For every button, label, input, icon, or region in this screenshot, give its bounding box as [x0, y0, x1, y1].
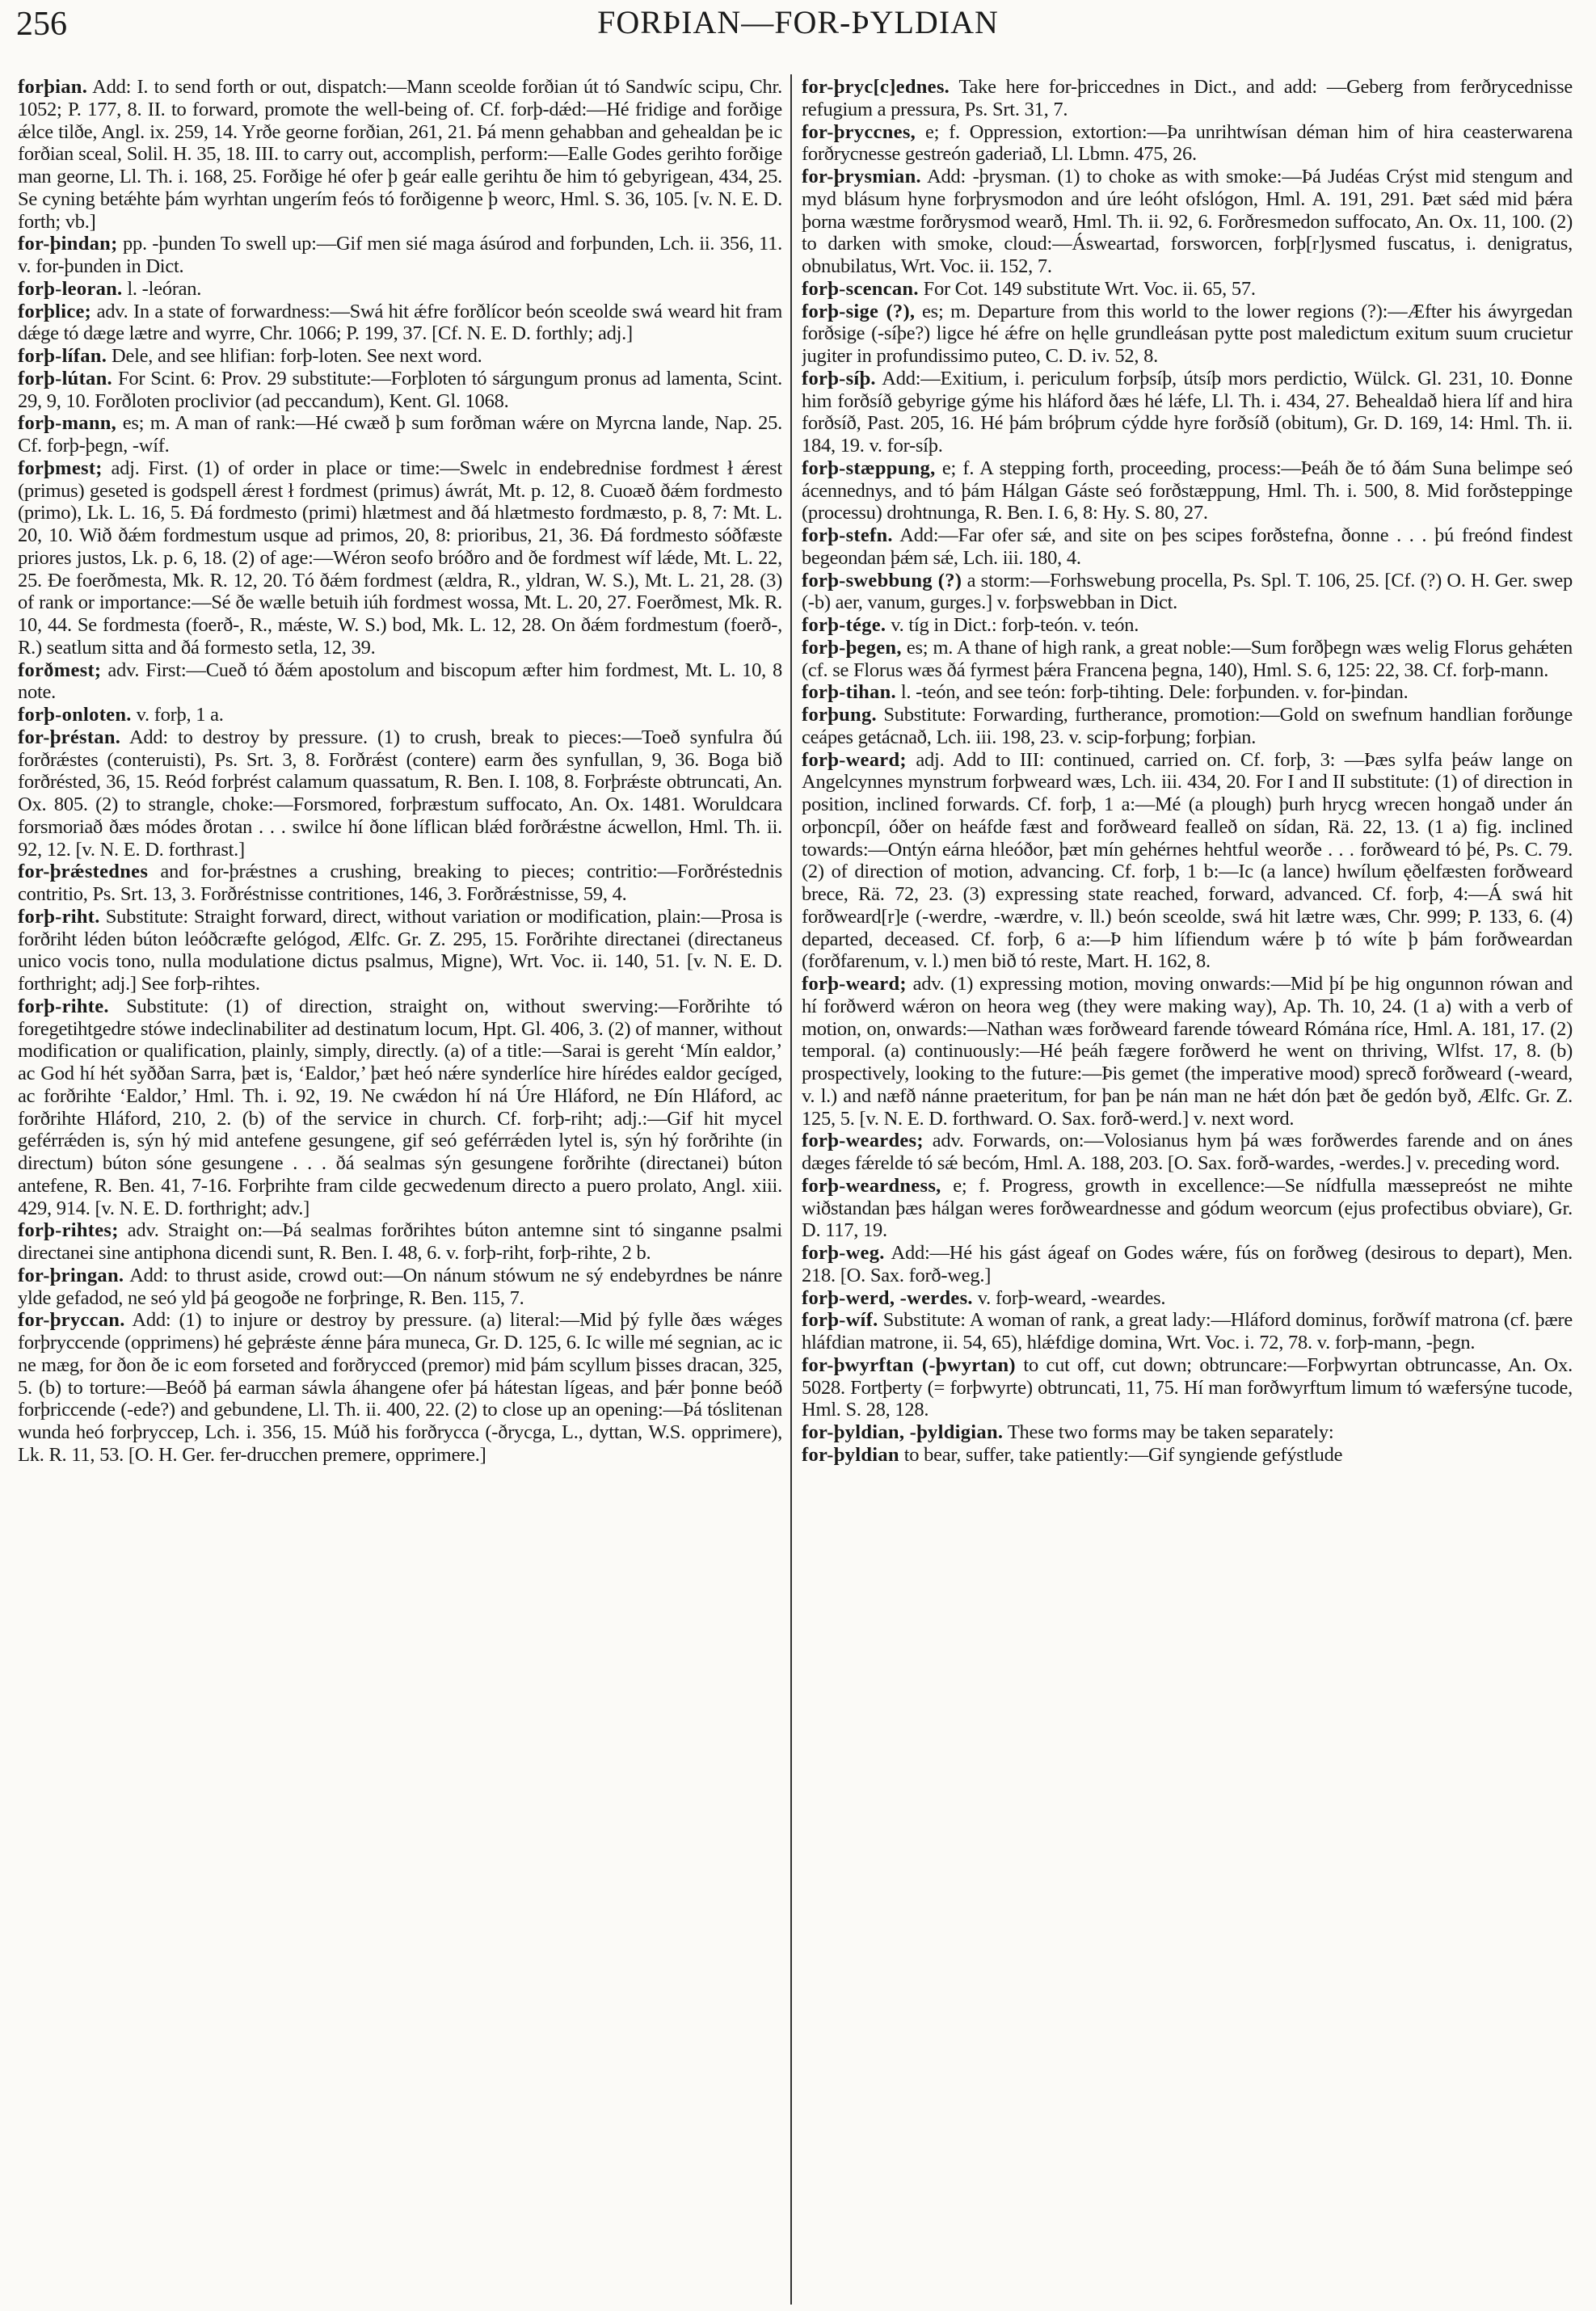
- entry-definition: v. forþ-weard, -weardes.: [972, 1286, 1166, 1309]
- entry-headword: forþ-weardness,: [802, 1174, 941, 1197]
- dictionary-entry: [802, 570, 1573, 615]
- dictionary-entry: [18, 368, 782, 413]
- entry-headword: forþ-stæppung,: [802, 457, 936, 479]
- right-column: [802, 76, 1573, 2306]
- dictionary-entry: [802, 1421, 1573, 1444]
- entry-headword: forþ-leoran.: [18, 277, 123, 300]
- dictionary-entry: [802, 301, 1573, 368]
- entry-definition: e; f. Oppression, extortion:—Þa unrihtwísan déman him of hira ceasterwarena forðrycnesse gestreón gaderiað, Ll. Lbmn. 475, 26.: [802, 120, 1573, 166]
- entry-headword: forþ-lútan.: [18, 367, 112, 389]
- entry-headword: forþ-mann,: [18, 412, 117, 435]
- entry-headword: forþ-þegen,: [802, 636, 902, 659]
- entry-headword: forþ-rihte.: [18, 995, 109, 1017]
- entry-headword: forþ-wíf.: [802, 1309, 878, 1332]
- dictionary-entry: [802, 1287, 1573, 1310]
- entry-definition: For Cot. 149 substitute Wrt. Voc. ii. 65, 57.: [918, 277, 1256, 300]
- entry-definition: These two forms may be taken separately:: [1003, 1421, 1334, 1443]
- dictionary-entry: [802, 749, 1573, 974]
- entry-definition: adj. First. (1) of order in place or time:—Swelc in endebrednise fordmest ł ǽrest (primus) geseted is godspell ǽrest ł fordmest (primus) áwrát, Mt. p. 12, 8. Cuoæð ðǽm fordmesto (primo), Lk. L. 16, 5. Ðá fordmesto (primi) hlætmest and ðá hlætmesto fordmæsto, p. 8, 7: Mt. L. 20, 10. Wið ðǽm fordmestum usque ad primos, 20, 8: prioribus, 21, 36. Ðá fordmesto sóðfæste priores justos, Lk. p. 6, 18. (2) of age:—Wéron seofo bróðro and ðe fordmest wíf lǽde, Mt. L. 22, 25. Ðe foerðmesta, Mk. R. 12, 20. Tó ðǽm fordmest (ældra, R., yldran, W. S.), Mt. L. 21, 28. (3) of rank or importance:—Sé ðe wælle betuih iúh fordmest wossa, Mt. L. 20, 27. Foerðmest, Mk. R. 10, 44. Se fordmesta (foerð-, R., mǽste, W. S.) bod, Mk. L. 12, 28. On ðǽm fordmestum (foerð-, R.) seatlum sitta and ðá formesto setla, 12, 39.: [18, 457, 782, 659]
- dictionary-entry: [802, 681, 1573, 704]
- entry-definition: l. -teón, and see teón: forþ-tihting. Dele: forþunden. v. for-þindan.: [895, 681, 1409, 704]
- entry-headword: forþ-síþ.: [802, 367, 876, 389]
- entry-headword: for-þrǽstednes: [18, 861, 149, 883]
- entry-definition: es; m. A man of rank:—Hé cwæð þ sum forðman wǽre on Myrcna lande, Nap. 25. Cf. forþ-þegn, -wíf.: [18, 412, 782, 457]
- entry-definition: Dele, and see hlifian: forþ-loten. See next word.: [107, 345, 482, 367]
- dictionary-entry: [802, 973, 1573, 1130]
- entry-headword: forþ-scencan.: [802, 277, 919, 300]
- dictionary-entry: [802, 457, 1573, 524]
- entry-definition: Add:—Exitium, i. periculum forþsíþ, útsíþ mors perdictio, Wülck. Gl. 231, 10. Ðonne him forðsíð gebyrige gýme his hláford ðæs hé lǽfe, Ll. Th. i. 434, 27. Behealdað hiera líf and hira forðsíð, Past. 205, 16. Hé þám bróþrum cýdde hyre forðsíð (obitum), Gr. D. 169, 14: Hml. Th. ii. 184, 19. v. for-síþ.: [802, 367, 1573, 457]
- entry-headword: forþung.: [802, 704, 877, 726]
- entry-headword: forþ-lífan.: [18, 345, 107, 367]
- entry-headword: forþ-werd, -werdes.: [802, 1286, 973, 1309]
- entry-definition: e; f. A stepping forth, proceeding, process:—Þeáh ðe tó ðám Suna belimpe seó ácennednys, and tó þám Hálgan Gáste seó forðstæppung, Hml. Th. i. 500, 8. Mid forðsteppinge (processu) drohtnunga, R. Ben. I. 6, 8: Hy. S. 80, 27.: [802, 457, 1573, 524]
- entry-headword: forþlice;: [18, 300, 92, 322]
- entry-headword: for-þréstan.: [18, 726, 121, 748]
- entry-headword: forþ-tége.: [802, 614, 886, 636]
- entry-headword: forþ-weardes;: [802, 1130, 924, 1152]
- entry-definition: Substitute: A woman of rank, a great lady:—Hláford dominus, forðwíf matrona (cf. þære hláfdian matrone, ii. 54, 65), hlǽfdige domina, Wrt. Voc. i. 72, 78. v. forþ-mann, -þegn.: [802, 1309, 1573, 1353]
- entry-definition: e; f. Progress, growth in excellence:—Se nídfulla mæssepreóst ne mihte wiðstandan þæs hálgan weres forðweardnesse and gódum weorcum (ejus profectibus obviare), Gr. D. 117, 19.: [802, 1174, 1573, 1242]
- dictionary-entry: [802, 166, 1573, 278]
- entry-definition: es; m. Departure from this world to the lower regions (?):—Æfter his áwyrgedan forðsige (-síþe?) ligce hé ǽfre on hęlle grundleásan pytte post maledictum exitum suum crucietur jugiter in profundissimo puteo, C. D. iv. 52, 8.: [802, 300, 1573, 367]
- entry-definition: es; m. A thane of high rank, a great noble:—Sum forðþegn wæs welig Florus gehǽten (cf. se Florus wæs ðá fyrmest þǽra Francena þegna, 140), Hml. S. 6, 125: 22, 38. Cf. forþ-mann.: [802, 636, 1573, 681]
- entry-definition: Add: to thrust aside, crowd out:—On nánum stówum ne sý endebyrdnes be nánre ylde gefadod, ne seó yld þá geogoðe ne forþringe, R. Ben. 115, 7.: [18, 1264, 782, 1309]
- dictionary-entry: [802, 614, 1573, 637]
- entry-headword: forþ-onloten.: [18, 704, 132, 726]
- entry-headword: for-þyldian: [802, 1443, 899, 1466]
- entry-headword: for-þyldian, -þyldigian.: [802, 1421, 1004, 1443]
- dictionary-entry: [802, 278, 1573, 301]
- entry-definition: to cut off, cut down; obtruncare:—Forþwyrtan obtruncasse, An. Ox. 5028. Fortþerty (= forþwyrte) obtruncati, 11, 75. Hí man forðwyrftum limum tó wæfersýne tucode, Hml. S. 28, 128.: [802, 1353, 1573, 1421]
- entry-definition: adv. Straight on:—Þá sealmas forðrihtes búton antemne sint tó singanne psalmi directanei sine antiphona dicendi sunt, R. Ben. I. 48, 6. v. forþ-riht, forþ-rihte, 2 b.: [18, 1219, 782, 1264]
- entry-headword: forþ-rihtes;: [18, 1219, 119, 1242]
- dictionary-entry: [18, 278, 782, 301]
- dictionary-entry: [18, 659, 782, 705]
- entry-definition: Add:—Hé his gást ágeaf on Godes wǽre, fús on forðweg (desirous to depart), Men. 218. [O. Sax. forð-weg.]: [802, 1242, 1573, 1286]
- entry-headword: forþ-riht.: [18, 905, 100, 928]
- entry-definition: a storm:—Forhswebung procella, Ps. Spl. T. 106, 25. [Cf. (?) O. H. Ger. swep (-b) aer, vanum, gurges.] v. forþswebban in Dict.: [802, 569, 1573, 614]
- dictionary-entry: [802, 1175, 1573, 1242]
- entry-headword: for-þwyrftan (-þwyrtan): [802, 1353, 1016, 1376]
- entry-definition: Add: -þrysman. (1) to choke as with smoke:—Þá Judéas Crýst mid stengum and myd blásum hyne forþrysmodon and úre leóht ofslógon, Hml. A. 191, 291. Þæt sǽd mid þǽra þorna wæstme forðrysmod wearð, Hml. Th. ii. 92, 6. Forðresmedon suffocato, An. Ox. 11, 100. (2) to darken with smoke, cloud:—Ásweartad, forsworcen, forþ[r]ysmed fuscatus, i. denigratus, obnubilatus, Wrt. Voc. ii. 152, 7.: [802, 166, 1573, 277]
- dictionary-entry: [18, 457, 782, 659]
- column-divider: [790, 74, 792, 2305]
- left-column: [18, 76, 782, 2306]
- dictionary-entry: [18, 345, 782, 368]
- dictionary-entry: [802, 368, 1573, 457]
- entry-definition: Substitute: Forwarding, furtherance, promotion:—Gold on swefnum handlian forðunge ceápes getácnað, Lch. iii. 198, 23. v. scip-forþung; forþian.: [802, 704, 1573, 748]
- dictionary-entry: [802, 1130, 1573, 1175]
- entry-headword: for-þindan;: [18, 233, 118, 255]
- entry-headword: forþmest;: [18, 457, 103, 479]
- dictionary-entry: [18, 1219, 782, 1265]
- entry-definition: Substitute: (1) of direction, straight on, without swerving:—Forðrihte tó foregetihtgedre stówe indeclinabiliter ad destinatum locum, Hpt. Gl. 406, 3. (2) of manner, without modification or qualification, plainly, simply, directly. (a) of a title:—Sarai is gereht ‘Mín ealdor,’ ac God hí hét syððan Sarra, þæt is, ‘Ealdor,’ þæt heó nǽre synderlíce hire hírédes ealdor gecíged, ac forðrihte ‘Ealdor,’ Hml. Th. i. 92, 19. Ne cwǽdon hí ná Úre Hláford, ne Ðín Hláford, ac forðrihte Hláford, 210, 2. (b) of the service in church. Cf. forþ-riht; adj.:—Gif hit mycel geférrǽden is, sýn hý mid antefene gesungene, gif seó geférrǽden lytel is, sýn hý forðrihte (in directum) búton sóne gesungene . . . ðá sealmas sýn gesungene forðrihte (directanei) búton antefene, R. Ben. 41, 7-16. Forþrihte fram cilde gecwedenum directo a puero prolato, Angl. xiii. 429, 914. [v. N. E. D. forthright; adv.]: [18, 995, 782, 1219]
- dictionary-entry: [18, 726, 782, 861]
- dictionary-entry: [18, 704, 782, 726]
- entry-definition: adj. Add to III: continued, carried on. Cf. forþ, 3: —Þæs sylfa þeáw lange on Angelcynnes mynstrum forþweard wæs, Lch. iii. 434, 20. For I and II substitute: (1) of direction in position, inclined forwards. Cf. forþ, 1 a:—Mé (a plough) þurh hrycg wrecen hongað under án orþoncpíl, óðer on heáfde fæst and forðweard fealleð on sídan, Rä. 22, 13. (1 a) fig. inclined towards:—Ontýn eárna hleóðor, þæt mín gehérnes hehtful weorðe . . . forðweard tó þé, Ps. C. 79. (2) of direction of motion, advancing. Cf. forþ, 1 b:—Ic (a lance) hwílum ęðelfæsten forðweard brece, Rä. 72, 23. (3) expressing state reached, forward, advanced. Cf. forþ, 4:—Á swá hit forðweard[r]e (-werdre, -wærdre, v. ll.) beón sceolde, swá hit lætre wæs, Chr. 999; P. 133, 6. (4) departed, deceased. Cf. forþ, 6 a:—Þ him lífiendum wǽre þ tó wíte þ þám forðweardan (forðfarenum, v. l.) men bið tó reste, Mart. H. 162, 8.: [802, 748, 1573, 973]
- dictionary-entry: [802, 704, 1573, 749]
- entry-headword: forþ-swebbung (?): [802, 569, 962, 591]
- dictionary-entry: [802, 121, 1573, 166]
- entry-headword: for-þrysmian.: [802, 166, 921, 187]
- dictionary-entry: [18, 996, 782, 1220]
- entry-definition: Add:—Far ofer sǽ, and site on þes scipes forðstefna, ðonne . . . þú freónd findest begeondan þǽm sǽ, Lch. iii. 180, 4.: [802, 524, 1573, 569]
- dictionary-entry: [802, 1309, 1573, 1354]
- dictionary-entry: [802, 1354, 1573, 1421]
- dictionary-entry: [18, 1309, 782, 1466]
- page-number: 256: [16, 6, 67, 43]
- entry-headword: forþ-tihan.: [802, 681, 896, 704]
- entry-definition: v. tíg in Dict.: forþ-teón. v. teón.: [886, 614, 1139, 636]
- entry-definition: adv. In a state of forwardness:—Swá hit ǽfre forðlícor beón sceolde swá weard hit fram dǽge tó dæge lætre and wyrre, Chr. 1066; P. 199, 37. [Cf. N. E. D. forthly; adj.]: [18, 300, 782, 345]
- entry-definition: Add: to destroy by pressure. (1) to crush, break to pieces:—Toeð synfulra ðú forðrǽstes (conteruisti), Ps. Srt. 3, 8. Forðrǽst (contere) earm ðes synfullan, 9, 36. Boga bið forðrésted, 36, 15. Reód forþrést calamum quassatum, R. Ben. I. 108, 8. Forþrǽste obtruncati, An. Ox. 805. (2) to strangle, choke:—Forsmored, forþræstum suffocato, An. Ox. 1481. Woruldcara forsmoriað ðæs módes ðrotan . . . swilce hí ðone líflican blǽd forðrǽstne ácwellon, Hml. Th. ii. 92, 12. [v. N. E. D. forthrast.]: [18, 726, 782, 861]
- entry-headword: forþian.: [18, 76, 88, 98]
- entry-definition: l. -leóran.: [122, 277, 202, 300]
- dictionary-entry: [18, 76, 782, 233]
- entry-definition: and for-þrǽstnes a crushing, breaking to pieces; contritio:—Forðréstednis contritio, Ps. Srt. 13, 3. Forðréstnisse contritiones, 146, 3. Forðrǽstnisse, 59, 4.: [18, 861, 782, 905]
- dictionary-entry: [18, 301, 782, 346]
- entry-definition: Add: I. to send forth or out, dispatch:—Mann sceolde forðian út tó Sandwíc scipu, Chr. 1052; P. 177, 8. II. to forward, promote the well-being of. Cf. forþ-dǽd:—Hé fridige and forðige ǽlce tilðe, Angl. ix. 259, 14. Yrðe georne forðian, 261, 21. Þá menn gehabban and gehealdan þe ic forðian sceal, Solil. H. 35, 18. III. to carry out, accomplish, perform:—Ealle Godes gerihto forðige man georne, Ll. Th. i. 168, 25. Forðige hé ofer þ geár ealle gerihtu ðe him tó gebyrigean, 434, 25. Se cyning betǽhte þám wyrhtan ungerím feós tó forðigenne þ weorc, Hml. S. 36, 105. [v. N. E. D. forth; vb.]: [18, 76, 782, 233]
- entry-definition: Take here for-þriccednes in Dict., and add: —Geberg from ferðrycednisse refugium a pressura, Ps. Srt. 31, 7.: [802, 76, 1573, 120]
- dictionary-entry: [18, 233, 782, 278]
- entry-definition: Substitute: Straight forward, direct, without variation or modification, plain:—Prosa is forðriht léden búton leóðcræfte gelógod, Ælfc. Gr. Z. 295, 15. Forðrihte directanei (directaneus unico vocis tono, nulla modulatione dictus psalmus, Migne), Wrt. Voc. ii. 140, 51. [v. N. E. D. forthright; adj.] See forþ-rihtes.: [18, 905, 782, 995]
- entry-headword: for-þringan.: [18, 1264, 124, 1286]
- entry-headword: forþ-stefn.: [802, 524, 893, 546]
- dictionary-entry: [802, 76, 1573, 121]
- entry-definition: adv. Forwards, on:—Volosianus hym þá wæs forðwerdes farende and on ánes dæges fǽrelde tó sǽ becóm, Hml. A. 188, 203. [O. Sax. forð-wardes, -werdes.] v. preceding word.: [802, 1130, 1573, 1174]
- entry-headword: forþ-weg.: [802, 1242, 885, 1264]
- dictionary-entry: [802, 524, 1573, 570]
- entry-headword: for-þryccan.: [18, 1309, 125, 1332]
- dictionary-entry: [18, 861, 782, 906]
- entry-definition: pp. -þunden To swell up:—Gif men sié maga ásúrod and forþunden, Lch. ii. 356, 11. v. for-þunden in Dict.: [18, 233, 782, 277]
- entry-definition: to bear, suffer, take patiently:—Gif syngiende gefýstlude: [899, 1443, 1343, 1466]
- dictionary-entry: [18, 1265, 782, 1310]
- entry-headword: for-þryccnes,: [802, 120, 916, 143]
- entry-headword: forðmest;: [18, 659, 102, 681]
- entry-headword: forþ-sige (?),: [802, 300, 916, 322]
- entry-definition: Add: (1) to injure or destroy by pressure. (a) literal:—Mid þý fylle ðæs wǽges forþryccende (opprimens) hé geþrǽste ǽnne þára muneca, Gr. D. 125, 6. Ic wille mé segnian, ac ic ne mæg, for ðon ðe ic eom forseted and forðrycced (premor) mid þám scyllum þisses dracan, 325, 5. (b) to torture:—Beóð þá earman sáwla áhangene ofer þá hátestan lígeas, and þǽr þonne beóð forþriccende (-ede?) and gebundene, Ll. Th. ii. 400, 22. (2) to close up an opening:—Þá tóslitenan wunda heó forþryccep, Lch. i. 356, 15. Múð his forðrycca (-ðrycga, L., dyttan, W.S. opprimere), Lk. R. 11, 53. [O. H. Ger. fer-drucchen premere, opprimere.]: [18, 1309, 782, 1466]
- running-head: FORÞIAN—FOR-ÞYLDIAN: [597, 4, 999, 40]
- entry-headword: forþ-weard;: [802, 748, 907, 771]
- dictionary-entry: [18, 906, 782, 996]
- dictionary-entry: [802, 1444, 1573, 1467]
- entry-headword: for-þryc[c]ednes.: [802, 76, 950, 98]
- entry-definition: For Scint. 6: Prov. 29 substitute:—Forþloten tó sárgungum pronus ad lamenta, Scint. 29, 9, 10. Forðloten proclivior (ad peccandum), Kent. Gl. 1068.: [18, 367, 782, 412]
- entry-definition: adv. (1) expressing motion, moving onwards:—Mid þí þe hig ongunnon rówan and hí forðwerd wǽron on heora weg (they were making way), Ap. Th. 10, 24. (1 a) with a verb of motion, on, onwards:—Nathan wæs forðweard farende tóweard Rómána ríce, Hml. A. 181, 17. (2) temporal. (a) continuously:—Hé þeáh fægere forðwerd he went on thriving, Wlfst. 17, 8. (b) prospectively, looking to the future:—Þis gemet (the imperative mood) sprecð forðweard (-weard, v. l.) and næfð nánne praeteritum, for þan þe nán man ne hǽt dón þæt ðe gedón byð, Ælfc. Gr. Z. 125, 5. [v. N. E. D. forthward. O. Sax. forð-werd.] v. next word.: [802, 973, 1573, 1130]
- dictionary-entry: [802, 1242, 1573, 1287]
- dictionary-entry: [802, 637, 1573, 682]
- entry-headword: forþ-weard;: [802, 973, 907, 995]
- dictionary-entry: [18, 412, 782, 457]
- entry-definition: adv. First:—Cueð tó ðǽm apostolum and biscopum æfter him fordmest, Mt. L. 10, 8 note.: [18, 659, 782, 704]
- entry-definition: v. forþ, 1 a.: [131, 704, 224, 726]
